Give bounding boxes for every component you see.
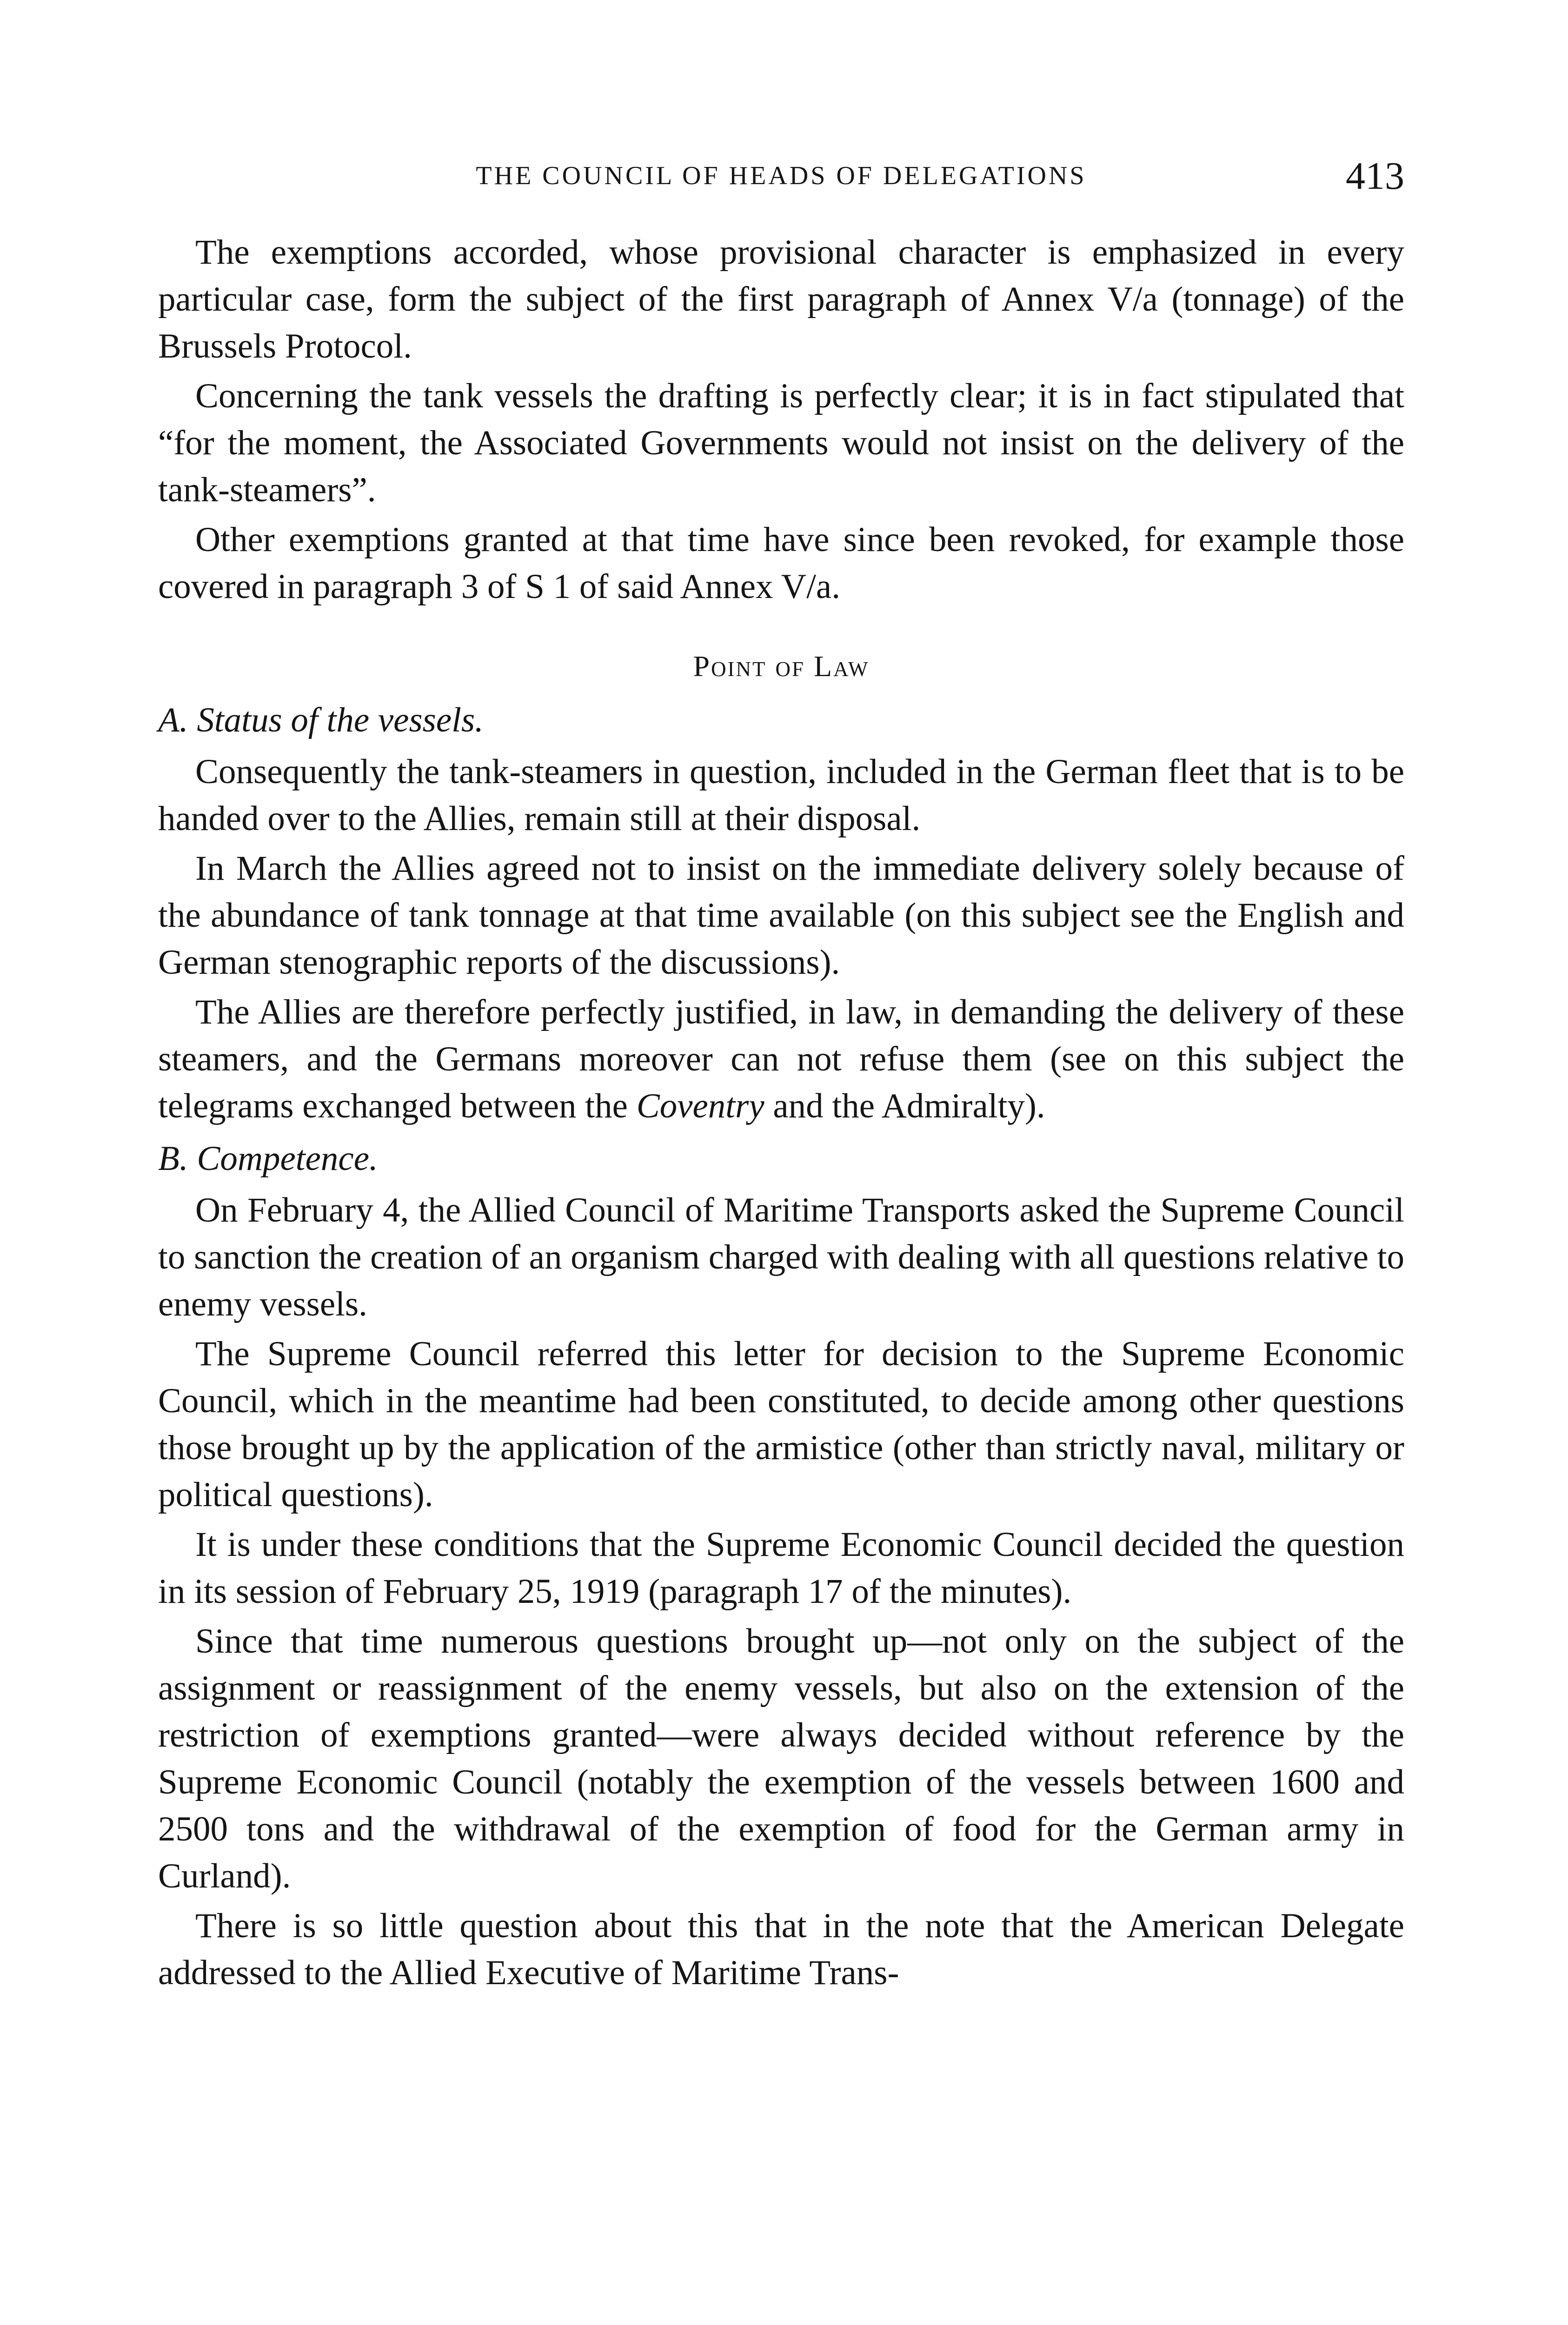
document-page [158,153,1404,1999]
paragraph-consequently: Consequently the tank-steamers in question, included in the German fleet that is to be handed over to the Allies, remain still at their disposal. [158,752,1404,838]
subheading-status-of-vessels: A. Status of the vessels. [158,701,484,739]
paragraph-so-little-question: There is so little question about this that in the note that the American Delegate addressed to the Allied Executive of Maritime Trans- [158,1906,1404,1992]
justified-text-after: and the Admiralty). [764,1087,1045,1125]
paragraph-allies-justified [158,989,1404,1129]
subheading-competence: B. Competence. [158,1139,378,1178]
section-heading-point-of-law: Point of Law [693,650,870,683]
body-text [158,229,1404,1996]
paragraph-under-these-conditions: It is under these conditions that the Supreme Economic Council decided the question in its session of February 25, 1919 (paragraph 17 of the minutes). [158,1525,1404,1611]
paragraph-february-4: On February 4, the Allied Council of Maritime Transports asked the Supreme Council to sanction the creation of an organism charged with dealing with all questions relative to enemy vessels. [158,1191,1404,1323]
justified-text-before: The Allies are therefore perfectly justified, in law, in demanding the delivery of these steamers, and the Germans moreover can not refuse them (see on this subject the telegrams exchanged between the [158,993,1404,1125]
ship-name-coventry: Coventry [636,1087,764,1125]
paragraph-exemptions: The exemptions accorded, whose provisional character is emphasized in every particular case, form the subject of the first paragraph of Annex V/a (tonnage) of the Brussels Protocol. [158,233,1404,365]
paragraph-in-march: In March the Allies agreed not to insist on the immediate delivery solely because of the abundance of tank tonnage at that time available (on this subject see the English and German stenographic reports of the discussions). [158,849,1404,982]
paragraph-tank-vessels: Concerning the tank vessels the drafting is perfectly clear; it is in fact stipulated that “for the moment, the Associated Governments would not insist on the delivery of the tank-steamers”. [158,377,1404,509]
running-title: THE COUNCIL OF HEADS OF DELEGATIONS [476,161,1087,190]
running-head [158,153,1404,205]
paragraph-since-that-time: Since that time numerous questions brought up—not only on the subject of the assignment or reassignment of the enemy vessels, but also on the extension of the restriction of exemptions granted—were always decided without reference by the Supreme Economic Council (notably the exemption of the vessels between 1600 and 2500 tons and the withdrawal of the exemption of food for the German army in Curland). [158,1622,1404,1895]
paragraph-supreme-council-referred: The Supreme Council referred this letter for decision to the Supreme Economic Council, which in the meantime had been constituted, to decide among other questions those brought up by the application of the armistice (other than strictly naval, military or political questions). [158,1335,1404,1514]
paragraph-other-exemptions: Other exemptions granted at that time have since been revoked, for example those covered in paragraph 3 of S 1 of said Annex V/a. [158,520,1404,606]
page-number: 413 [1346,154,1404,198]
